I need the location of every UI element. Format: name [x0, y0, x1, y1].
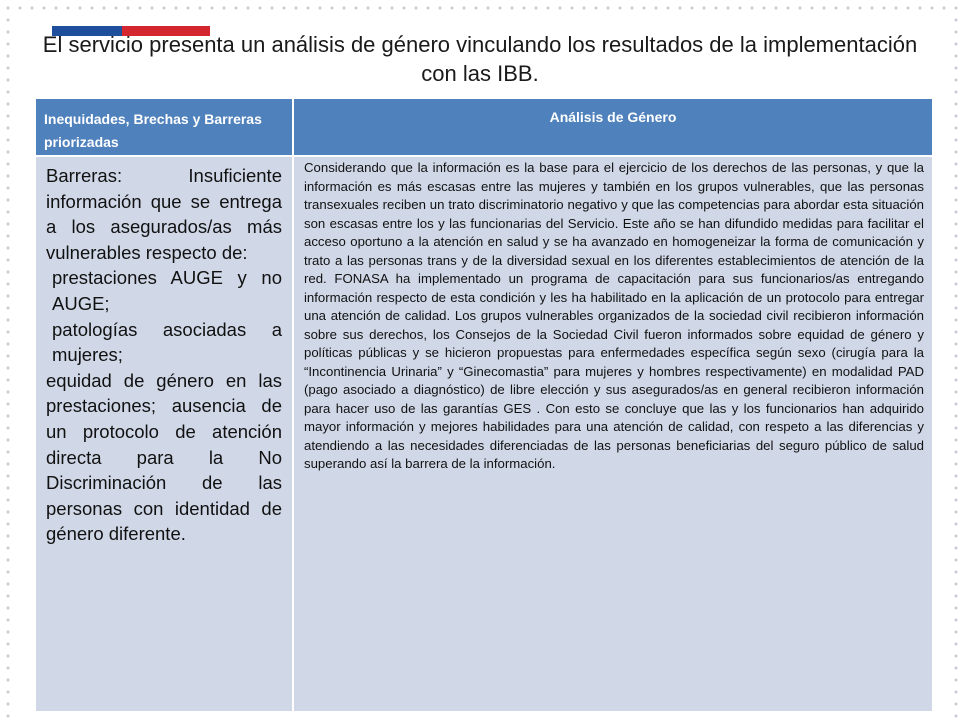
slide-title: El servicio presenta un análisis de género vinculando los resultados de la implementación con las IBB.	[42, 32, 918, 86]
barrier-item-patologias: patologías asociadas a mujeres;	[52, 318, 282, 366]
barriers-cell	[35, 156, 293, 712]
analysis-table	[34, 97, 934, 713]
table-body-row	[35, 156, 933, 712]
header-inequities: Inequidades, Brechas y Barreras priorizadas	[35, 98, 293, 156]
barriers-intro: Barreras: Insuficiente información que se entrega a los asegurados/as más vulnerables respecto de:	[46, 165, 282, 263]
barrier-item-auge: prestaciones AUGE y no AUGE;	[52, 267, 282, 314]
header-gender-analysis: Análisis de Género	[293, 98, 933, 156]
table-header-row	[35, 98, 933, 156]
barrier-item-equidad: equidad de género en las prestaciones; ausencia de un protocolo de atención directa para la No Discriminación de las personas con identidad de género diferente.	[46, 369, 282, 545]
gender-analysis-cell: Considerando que la información es la base para el ejercicio de los derechos de las personas, y que la información es más escasas entre las mujeres y también en los grupos vulnerables, que las personas transexuales reciben un trato discriminatorio negativo y que las competencias para abordar esta situación son escasas entre los y las funcionarias del Servicio. Este año se han difundido medidas para facilitar el acceso oportuno a la atención en salud y se ha avanzado en homogeneizar la forma de comunicación y trato a las personas trans y de la diversidad sexual en los diferentes establecimientos de atención de la red. FONASA ha implementado un programa de capacitación para sus funcionarios/as entregando información respecto de esta condición y les ha habilitado en la aplicación de un protocolo para entregar una atención de calidad. Los grupos vulnerables organizados de la sociedad civil recibieron información sobre sus derechos, los Consejos de la Sociedad Civil fueron informados sobre equidad de género y políticas públicas y se hicieron propuestas para enfermedades específica según sexo (cirugía para la “Incontinencia Urinaria” y “Ginecomastia” para mujeres y hombres respectivamente) en modalidad PAD (pago asociado a diagnóstico) de libre elección y sus asegurados/as en general recibieron información para hacer uso de las garantías GES . Con esto se concluye que las y los funcionarios han adquirido mayor información y mejores habilidades para una atención de calidad, con respeto a las diferencias y atendiendo a las necesidades diferenciadas de las personas beneficiarias del seguro público de salud superando así la barrera de la información.	[293, 156, 933, 712]
